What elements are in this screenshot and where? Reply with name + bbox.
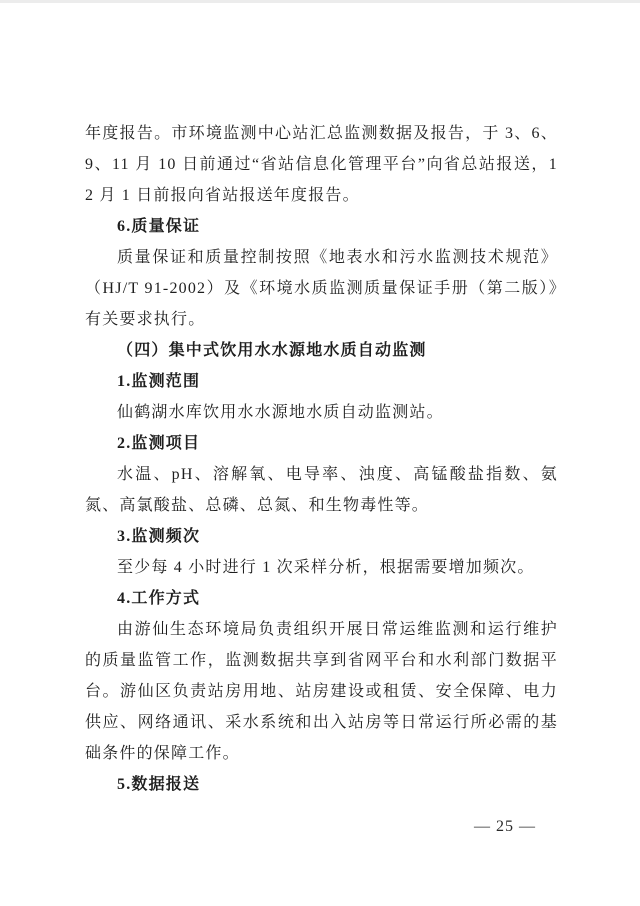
paragraph-monitoring-frequency: 至少每 4 小时进行 1 次采样分析，根据需要增加频次。 bbox=[117, 559, 535, 576]
paragraph-continuation: 年度报告。市环境监测中心站汇总监测数据及报告，于 3、6、9、11 月 10 日前通过“省站信息化管理平台”向省总站报送，12 月 1 日前报向省站报送年度报告。 bbox=[85, 125, 558, 204]
scan-edge-artifact bbox=[0, 0, 640, 3]
section-heading-monitoring-frequency: 3.监测频次 bbox=[117, 528, 201, 545]
section-heading-monitoring-scope: 1.监测范围 bbox=[117, 373, 201, 390]
paragraph-work-mode: 由游仙生态环境局负责组织开展日常运维监测和运行维护的质量监管工作，监测数据共享到省网平台和水利部门数据平台。游仙区负责站房用地、站房建设或租赁、安全保障、电力供应、网络通讯、采水系统和出入站房等日常运行所必需的基础条件的保障工作。 bbox=[85, 621, 558, 762]
section-heading-drinking-water-auto-monitoring: （四）集中式饮用水水源地水质自动监测 bbox=[117, 342, 427, 359]
page-number bbox=[0, 818, 640, 836]
page-body-text bbox=[85, 118, 558, 800]
paragraph-monitoring-items: 水温、pH、溶解氧、电导率、浊度、高锰酸盐指数、氨氮、高氯酸盐、总磷、总氮、和生物毒性等。 bbox=[85, 466, 558, 514]
page-number-label: — 25 — bbox=[474, 818, 536, 835]
section-heading-work-mode: 4.工作方式 bbox=[117, 590, 201, 607]
section-heading-quality-assurance: 6.质量保证 bbox=[117, 218, 201, 235]
section-heading-monitoring-items: 2.监测项目 bbox=[117, 435, 201, 452]
section-heading-data-reporting: 5.数据报送 bbox=[117, 776, 201, 793]
paragraph-monitoring-scope: 仙鹤湖水库饮用水水源地水质自动监测站。 bbox=[117, 404, 444, 421]
paragraph-quality-assurance: 质量保证和质量控制按照《地表水和污水监测技术规范》（HJ/T 91-2002）及《环境水质监测质量保证手册（第二版）》有关要求执行。 bbox=[85, 249, 558, 328]
